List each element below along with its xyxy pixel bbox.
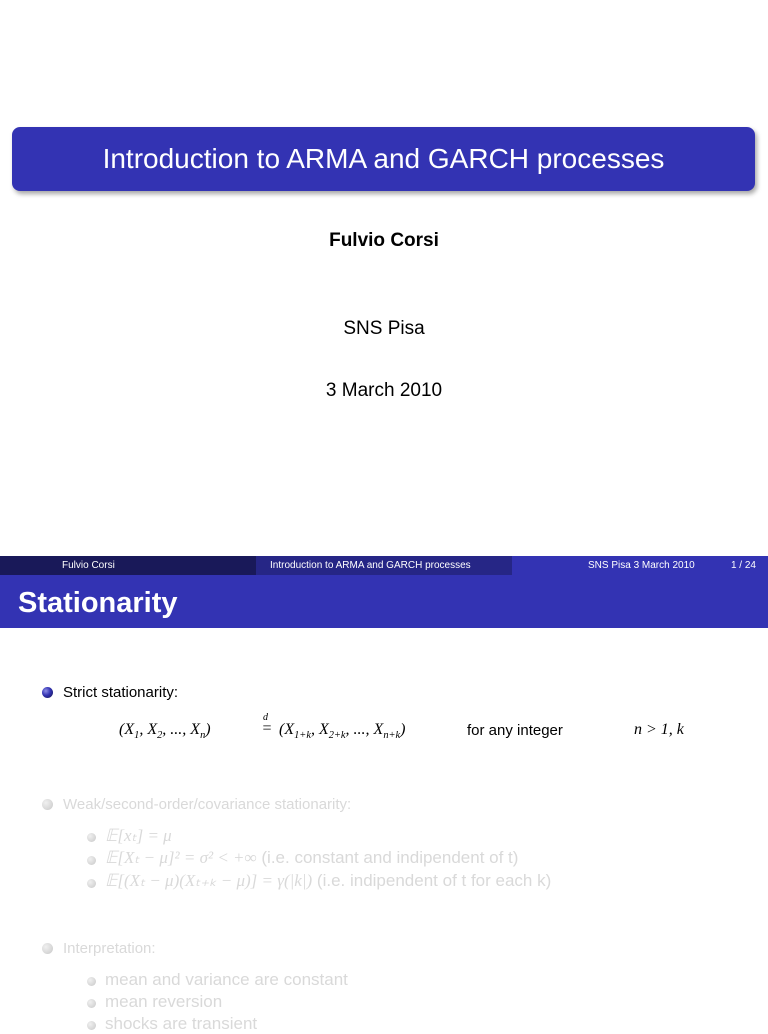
page-number: 1 / 24 — [730, 560, 756, 571]
faded-bullet-icon — [42, 943, 53, 954]
faded-sub-bullet-icon — [87, 856, 96, 865]
frame-title-bar — [0, 575, 768, 628]
faded-sub-bullet-icon — [87, 999, 96, 1008]
faded-sub-bullet-icon — [87, 977, 96, 986]
condition-text: for any integer — [467, 722, 563, 739]
interpretation-item-3: shocks are transient — [105, 1014, 258, 1033]
equal-in-distribution — [259, 712, 275, 738]
weak-item-2-math: 𝔼[Xₜ − μ]² = σ² < +∞ — [105, 848, 257, 867]
footline — [0, 556, 768, 575]
bullet-icon — [42, 687, 53, 698]
distribution-mark: d — [263, 712, 268, 723]
footline-institute-date: SNS Pisa 3 March 2010 — [588, 560, 695, 571]
footline-institute-segment — [512, 556, 768, 575]
weak-item-3 — [105, 871, 551, 891]
footline-author-segment — [0, 556, 256, 575]
title-box — [12, 127, 755, 191]
weak-item-1-math: 𝔼[xₜ] = μ — [105, 826, 172, 845]
faded-bullet-icon — [42, 799, 53, 810]
interpretation-label: Interpretation: — [63, 940, 156, 957]
equal-sign: = — [262, 720, 272, 737]
strict-stationarity-label: Strict stationarity: — [63, 684, 179, 701]
weak-item-2-text: (i.e. constant and indipendent of t) — [256, 848, 519, 867]
weak-item-3-math: 𝔼[(Xₜ − μ)(Xₜ₊ₖ − μ)] = γ(|k|) — [105, 871, 313, 890]
faded-sub-bullet-icon — [87, 833, 96, 842]
footline-title: Introduction to ARMA and GARCH processes — [270, 560, 471, 571]
footline-title-segment — [256, 556, 512, 575]
faded-sub-bullet-icon — [87, 879, 96, 888]
interpretation-item-2: mean reversion — [105, 992, 223, 1011]
interpretation-item-1: mean and variance are constant — [105, 970, 348, 989]
presentation-date: 3 March 2010 — [325, 380, 443, 401]
weak-item-1 — [105, 826, 172, 846]
condition-math: n > 1, k — [634, 721, 684, 738]
weak-item-2 — [105, 848, 518, 868]
frame-title: Stationarity — [18, 587, 178, 619]
faded-sub-bullet-icon — [87, 1021, 96, 1030]
author-name: Fulvio Corsi — [329, 230, 439, 251]
strict-equation-rhs: ($X_{1+k}$, $X_{2+k}$, ..., $X_{n+k}$) — [279, 721, 406, 742]
weak-item-3-text: (i.e. indipendent of t for each k) — [312, 871, 552, 890]
presentation-title: Introduction to ARMA and GARCH processes — [102, 143, 665, 174]
weak-stationarity-label: Weak/second-order/covariance stationarity: — [63, 796, 352, 813]
footline-author: Fulvio Corsi — [62, 560, 115, 571]
institute: SNS Pisa — [343, 318, 425, 339]
strict-equation-lhs: ($X_1$, $X_2$, ..., $X_n$) — [119, 721, 211, 742]
